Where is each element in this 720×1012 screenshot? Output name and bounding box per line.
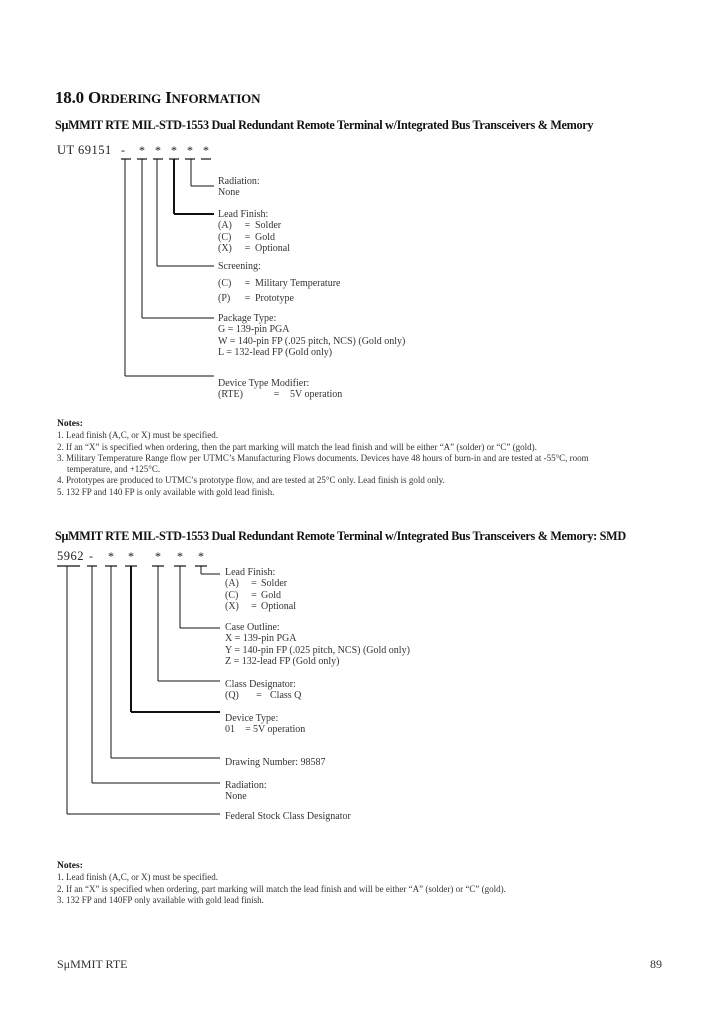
part1-note-4: 4. Prototypes are produced to UTMC’s prototype flow, and are tested at 25°C only. Lead finish is gold only.: [57, 475, 445, 486]
footer-page-number: 89: [650, 957, 662, 971]
part2-dash: -: [89, 549, 93, 563]
p1-package-line-g: G = 139-pin PGA: [218, 324, 290, 336]
p1-lead-finish-title: Lead Finish:: [218, 209, 269, 220]
p1-lead-opt-x-code: (X): [218, 242, 232, 254]
p2-device-block: [225, 713, 305, 736]
title-word-1-cap: O: [88, 88, 102, 107]
p1-screen-opt-c-desc: Military Temperature: [255, 278, 341, 290]
p2-device-eq: =: [245, 724, 251, 736]
p2-device-title: Device Type:: [225, 713, 279, 724]
part1-heading: SμMMIT RTE MIL-STD-1553 Dual Redundant Remote Terminal w/Integrated Bus Transceivers & Memory: [55, 118, 594, 132]
p1-radiation-title: Radiation:: [218, 176, 260, 187]
p2-lead-opt-c: [225, 590, 296, 601]
part2-star-4: *: [177, 549, 183, 563]
part2-note-2: 2. If an “X” is specified when ordering, part marking will match the lead finish and will be either “A” (solder) or “C” (gold).: [57, 883, 506, 894]
p2-lead-opt-x-eq: =: [251, 600, 257, 612]
p2-case-line-z: Z = 132-lead FP (Gold only): [225, 655, 340, 667]
p1-radiation-value: None: [218, 187, 240, 199]
p2-class-row: [225, 690, 301, 701]
p2-case-line-x: X = 139-pin PGA: [225, 633, 297, 645]
p2-case-title: Case Outline:: [225, 622, 280, 633]
part1-part-number: UT 69151: [57, 143, 112, 157]
part2-star-5: *: [198, 549, 204, 563]
p1-lead-opt-a-desc: Solder: [255, 220, 282, 232]
p1-dtm-title: Device Type Modifier:: [218, 378, 310, 389]
part1-note-3-cont: temperature, and +125°C.: [67, 464, 161, 475]
p2-case-line-y: Y = 140-pin FP (.025 pitch, NCS) (Gold only): [225, 644, 410, 656]
p2-class-eq: =: [256, 690, 262, 702]
part2-notes-title: Notes:: [57, 861, 83, 871]
p1-lead-opt-a-eq: =: [244, 220, 251, 232]
p2-lead-finish-block: [225, 567, 296, 612]
p1-screen-opt-p-code: (P): [218, 292, 231, 304]
p2-lead-opt-a: [225, 578, 296, 589]
p1-package-title: Package Type:: [218, 313, 277, 324]
p2-class-code: (Q): [225, 690, 239, 702]
p1-screen-opt-c-code: (C): [218, 278, 232, 290]
p2-device-desc: 5V operation: [253, 724, 306, 736]
p1-dtm-code: (RTE): [218, 389, 243, 401]
part1-star-5: *: [203, 143, 209, 157]
part2-notes: [57, 861, 506, 906]
part1-dash: -: [121, 143, 125, 157]
p1-screening-title: Screening:: [218, 261, 261, 272]
p1-dtm-desc: 5V operation: [290, 389, 343, 401]
p1-lead-opt-c-eq: =: [244, 231, 251, 243]
p2-radiation-block: [225, 780, 267, 803]
part2-star-2: *: [128, 549, 134, 563]
p1-package-line-l: L = 132-lead FP (Gold only): [218, 346, 333, 358]
part1-note-1: 1. Lead finish (A,C, or X) must be specified.: [57, 430, 218, 441]
part1-note-5: 5. 132 FP and 140 FP is only available with gold lead finish.: [57, 486, 275, 497]
p2-lead-opt-x-code: (X): [225, 600, 239, 612]
p1-screen-opt-p-eq: =: [244, 292, 251, 304]
part2-note-1: 1. Lead finish (A,C, or X) must be specified.: [57, 872, 218, 883]
p1-lead-opt-c-code: (C): [218, 231, 232, 243]
part2-heading: SμMMIT RTE MIL-STD-1553 Dual Redundant Remote Terminal w/Integrated Bus Transceivers & Memory: SMD: [55, 529, 626, 543]
p2-lead-finish-title: Lead Finish:: [225, 567, 276, 578]
p2-case-block: [225, 622, 410, 667]
p2-class-block: [225, 679, 301, 702]
p2-class-desc: Class Q: [270, 690, 302, 702]
p2-lead-opt-c-code: (C): [225, 589, 239, 601]
part1-notes-title: Notes:: [57, 419, 83, 429]
p1-lead-opt-x-desc: Optional: [255, 242, 290, 254]
part2-note-3: 3. 132 FP and 140FP only available with gold lead finish.: [57, 894, 264, 905]
part2-part-number: 5962: [57, 549, 84, 563]
part1-star-1: *: [139, 143, 145, 157]
p2-lead-opt-a-eq: =: [251, 578, 257, 590]
p2-drawing-number: Drawing Number: 98587: [225, 757, 326, 768]
p2-lead-opt-a-desc: Solder: [261, 578, 288, 590]
p2-class-title: Class Designator:: [225, 679, 296, 690]
p2-radiation-value: None: [225, 791, 247, 803]
part2-star-3: *: [155, 549, 161, 563]
part1-note-2: 2. If an “X” is specified when ordering, then the part marking will match the lead finish and will be either “A” (solder) or “C” (gold).: [57, 441, 537, 452]
p1-screen-opt-p-desc: Prototype: [255, 292, 294, 304]
p2-lead-opt-x-desc: Optional: [261, 600, 296, 612]
p1-lead-opt-a-code: (A): [218, 220, 232, 232]
p2-lead-opt-c-desc: Gold: [261, 589, 281, 601]
p2-radiation-title: Radiation:: [225, 780, 267, 791]
title-word-2-cap: I: [165, 88, 172, 107]
section-number: 18.0: [55, 88, 84, 107]
part1-star-3: *: [171, 143, 177, 157]
p1-screen-opt-c-eq: =: [244, 278, 251, 290]
p1-dtm-eq: =: [273, 389, 280, 401]
part1-note-3: 3. Military Temperature Range flow per UTMC’s Manufacturing Flows documents. Devices have 48 hours of burn-in and are tested at -55°C, room: [57, 452, 589, 463]
title-word-1-rest: RDERING: [101, 91, 162, 106]
p1-lead-opt-c-desc: Gold: [255, 231, 275, 243]
title-word-2-rest: NFORMATION: [171, 91, 261, 106]
part1-star-2: *: [155, 143, 161, 157]
p2-federal-stock: Federal Stock Class Designator: [225, 811, 351, 822]
p2-device-row: [225, 724, 305, 735]
p2-device-code: 01: [225, 724, 235, 736]
p2-lead-opt-x: [225, 601, 296, 612]
p2-lead-opt-c-eq: =: [251, 589, 257, 601]
part2-star-1: *: [108, 549, 114, 563]
p1-package-line-w: W = 140-pin FP (.025 pitch, NCS) (Gold only): [218, 335, 406, 347]
p2-lead-opt-a-code: (A): [225, 578, 239, 590]
footer-product-name: SμMMIT RTE: [57, 957, 128, 971]
p1-lead-opt-x-eq: =: [244, 242, 251, 254]
part1-star-4: *: [187, 143, 193, 157]
